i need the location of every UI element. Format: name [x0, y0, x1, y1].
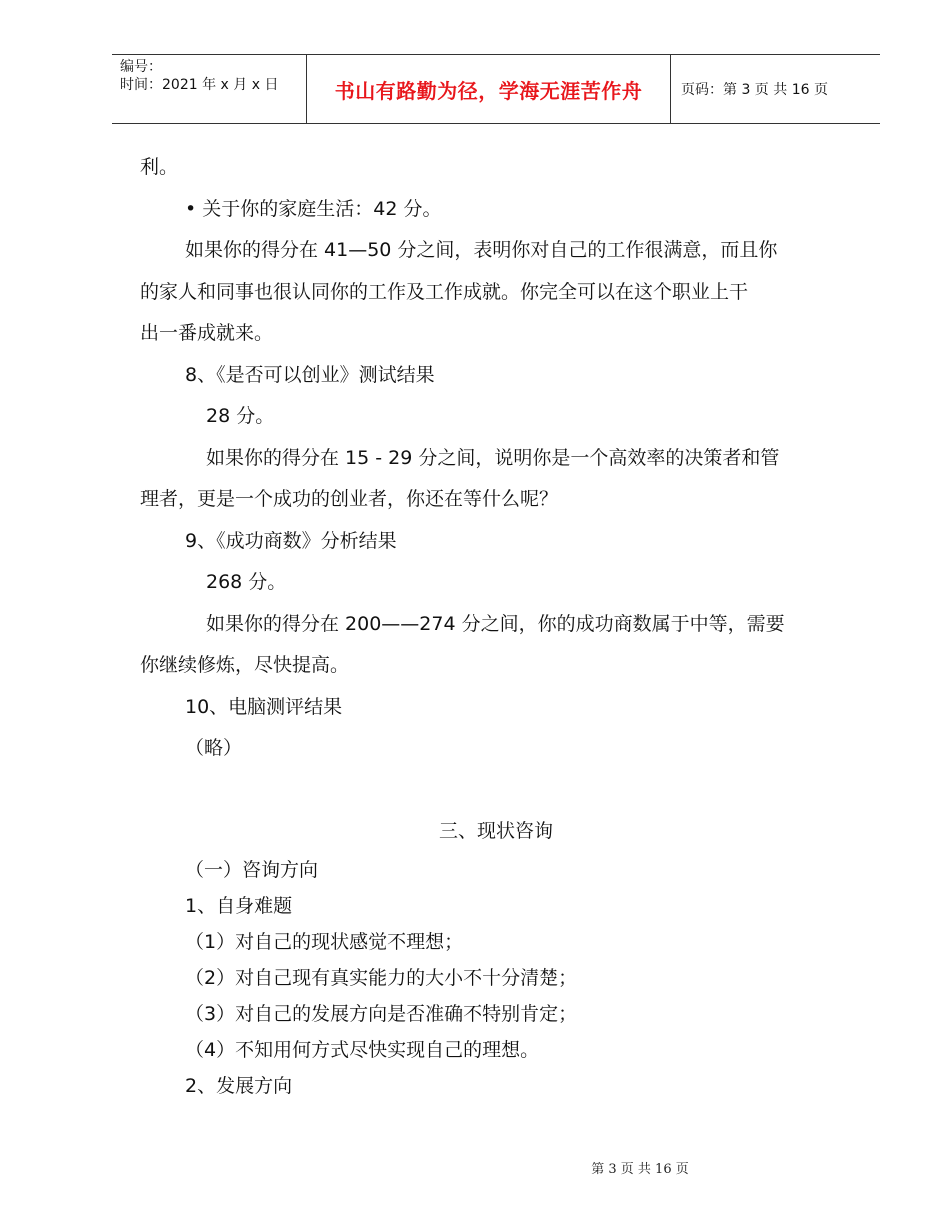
- section-heading: 9、《成功商数》分析结果: [185, 529, 397, 552]
- list-item: （1）对自己的现状感觉不理想；: [185, 931, 464, 953]
- header-motto: 书山有路勤为径，学海无涯苦作舟: [334, 78, 643, 103]
- header-motto-cell: [307, 55, 671, 123]
- paragraph-line: （略）: [185, 737, 243, 759]
- paragraph-line: 如果你的得分在 15 - 29 分之间，说明你是一个高效率的决策者和管: [206, 446, 780, 469]
- footer-page-number: 第 3 页 共 16 页: [591, 1162, 689, 1177]
- paragraph-line: • 关于你的家庭生活：42 分。: [185, 197, 442, 220]
- paragraph-line: 你继续修炼，尽快提高。: [140, 654, 350, 676]
- list-item: （2）对自己现有真实能力的大小不十分清楚；: [185, 967, 578, 989]
- paragraph-line: 如果你的得分在 41—50 分之间，表明你对自己的工作很满意，而且你: [185, 239, 778, 261]
- chapter-heading: 三、现状咨询: [438, 819, 553, 842]
- spacer: [140, 770, 852, 811]
- header-page-cell: [671, 55, 880, 123]
- page-footer: [0, 1158, 950, 1177]
- page-header: [112, 54, 880, 124]
- paragraph-line: 如果你的得分在 200——274 分之间，你的成功商数属于中等，需要: [206, 612, 785, 635]
- section-heading: 8、《是否可以创业》测试结果: [185, 363, 435, 386]
- header-page-info: 页码：第 3 页 共 16 页: [681, 82, 828, 98]
- paragraph-line: 利。: [140, 156, 179, 178]
- score-line: 268 分。: [206, 571, 287, 593]
- list-heading: 1、自身难题: [185, 895, 293, 917]
- section-heading: 10、电脑测评结果: [185, 695, 343, 718]
- subsection-heading: （一）咨询方向: [185, 859, 319, 881]
- list-item: （3）对自己的发展方向是否准确不特别肯定；: [185, 1003, 578, 1025]
- score-line: 28 分。: [206, 405, 275, 427]
- serial-label: 编号：: [120, 59, 162, 75]
- list-item: （4）不知用何方式尽快实现自己的理想。: [185, 1039, 540, 1061]
- header-meta-cell: [112, 55, 307, 123]
- time-label: 时间：2021 年 x 月 x 日: [120, 77, 279, 93]
- paragraph-line: 出一番成就来。: [140, 322, 274, 344]
- document-body: [140, 147, 852, 1104]
- list-heading: 2、发展方向: [185, 1075, 293, 1097]
- paragraph-line: 理者，更是一个成功的创业者，你还在等什么呢？: [140, 488, 559, 510]
- paragraph-line: 的家人和同事也很认同你的工作及工作成就。你完全可以在这个职业上干: [140, 280, 749, 303]
